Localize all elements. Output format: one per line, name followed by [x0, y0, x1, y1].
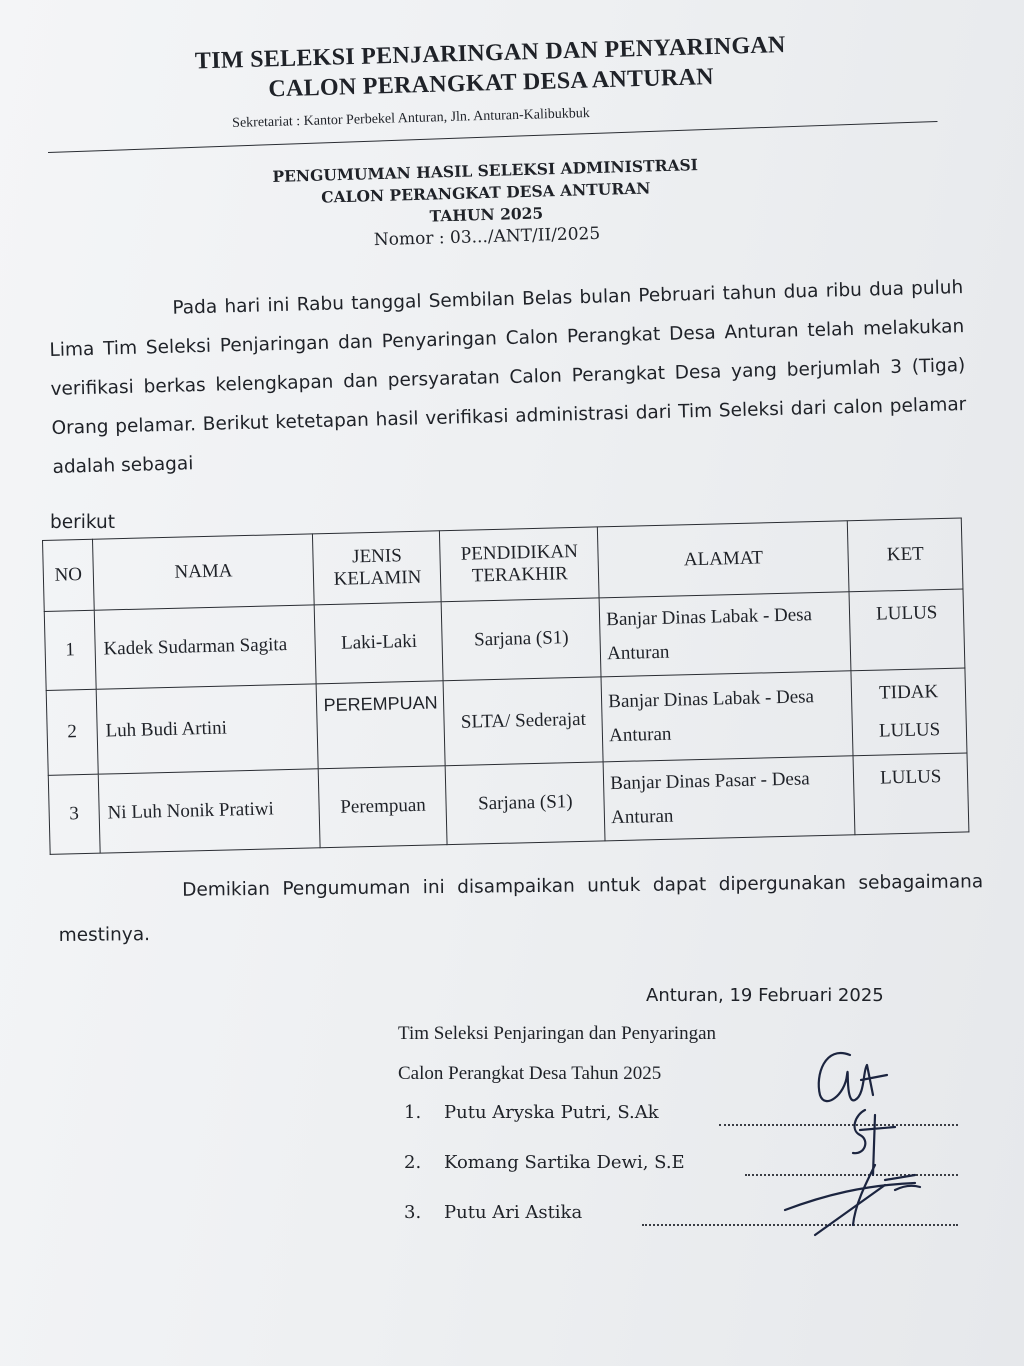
col-ket: KET: [848, 518, 963, 592]
cell-pendidikan: Sarjana (S1): [446, 762, 606, 845]
cell-no: 3: [48, 774, 100, 854]
team-line1: Tim Seleksi Penjaringan dan Penyaringan: [398, 1023, 717, 1044]
member-number: 2.: [404, 1152, 422, 1173]
handwritten-signatures: [755, 1035, 935, 1250]
cell-jenis-kelamin: Laki-Laki: [315, 602, 444, 684]
member-number: 3.: [404, 1202, 422, 1223]
cell-ket: LULUS: [853, 753, 968, 835]
announcement-title: [200, 152, 772, 256]
team-line2: Calon Perangkat Desa Tahun 2025: [398, 1063, 662, 1084]
member-number: 1.: [404, 1102, 422, 1123]
cell-jenis-kelamin: PEREMPUAN: [317, 681, 446, 769]
cell-alamat: Banjar Dinas Pasar - Desa Anturan: [603, 756, 855, 841]
member-name: Putu Ari Astika: [444, 1202, 583, 1223]
col-nama: NAMA: [92, 534, 314, 610]
cell-pendidikan: SLTA/ Sederajat: [444, 677, 604, 766]
results-table: [42, 518, 969, 855]
cell-alamat: Banjar Dinas Labak - Desa Anturan: [601, 671, 853, 762]
org-name-line1: TIM SELEKSI PENJARINGAN DAN PENYARINGAN: [194, 31, 786, 75]
cell-ket: LULUS: [849, 589, 964, 671]
document-number: Nomor : 03.../ANT/II/2025: [373, 223, 601, 251]
cell-alamat: Banjar Dinas Labak - Desa Anturan: [599, 592, 851, 677]
cell-nama: Kadek Sudarman Sagita: [94, 605, 316, 689]
cell-jenis-kelamin: Perempuan: [319, 766, 448, 848]
col-jenis-kelamin: JENIS KELAMIN: [313, 531, 442, 605]
cell-pendidikan: Sarjana (S1): [442, 598, 602, 681]
org-name-line2: CALON PERANGKAT DESA ANTURAN: [268, 63, 715, 103]
cell-ket: TIDAK LULUS: [851, 668, 967, 756]
place-date: Anturan, 19 Februari 2025: [646, 985, 884, 1006]
title-line1: PENGUMUMAN HASIL SELEKSI ADMINISTRASI: [272, 155, 699, 186]
letterhead: [140, 28, 841, 108]
header-divider: [48, 121, 937, 153]
col-alamat: ALAMAT: [598, 521, 850, 598]
title-line3: TAHUN 2025: [429, 203, 544, 226]
col-pendidikan: PENDIDIKAN TERAKHIR: [440, 527, 599, 602]
cell-nama: Luh Budi Artini: [96, 684, 319, 774]
cell-no: 2: [46, 689, 98, 775]
col-no: NO: [43, 539, 95, 611]
cell-no: 1: [44, 610, 96, 690]
closing-paragraph: Demikian Pengumuman ini disampaikan untuk dapat dipergunakan sebagaimana mestinya.: [58, 871, 984, 946]
intro-paragraph: Pada hari ini Rabu tanggal Sembilan Belas bulan Pebruari tahun dua ribu dua puluh Lima Tim Seleksi Penjaringan dan Penyaringan Calon Perangkat Desa Anturan telah melakukan verifikasi berkas kelengkapan dan persyaratan Calon Perangkat Desa yang berjumlah 3 (Tiga) Orang pelamar. Berikut ketetapan hasil verifikasi administrasi dari Tim Seleksi dari calon pelamar adalah sebagai: [49, 277, 967, 478]
cell-nama: Ni Luh Nonik Pratiwi: [98, 769, 320, 853]
secretariat-address: Sekretariat : Kantor Perbekel Anturan, Jln. Anturan-Kalibukbuk: [232, 106, 590, 131]
title-line2: CALON PERANGKAT DESA ANTURAN: [320, 178, 651, 207]
intro-lead-out: berikut: [50, 512, 115, 533]
member-name: Komang Sartika Dewi, S.E: [444, 1152, 685, 1173]
member-name: Putu Aryska Putri, S.Ak: [444, 1102, 659, 1123]
